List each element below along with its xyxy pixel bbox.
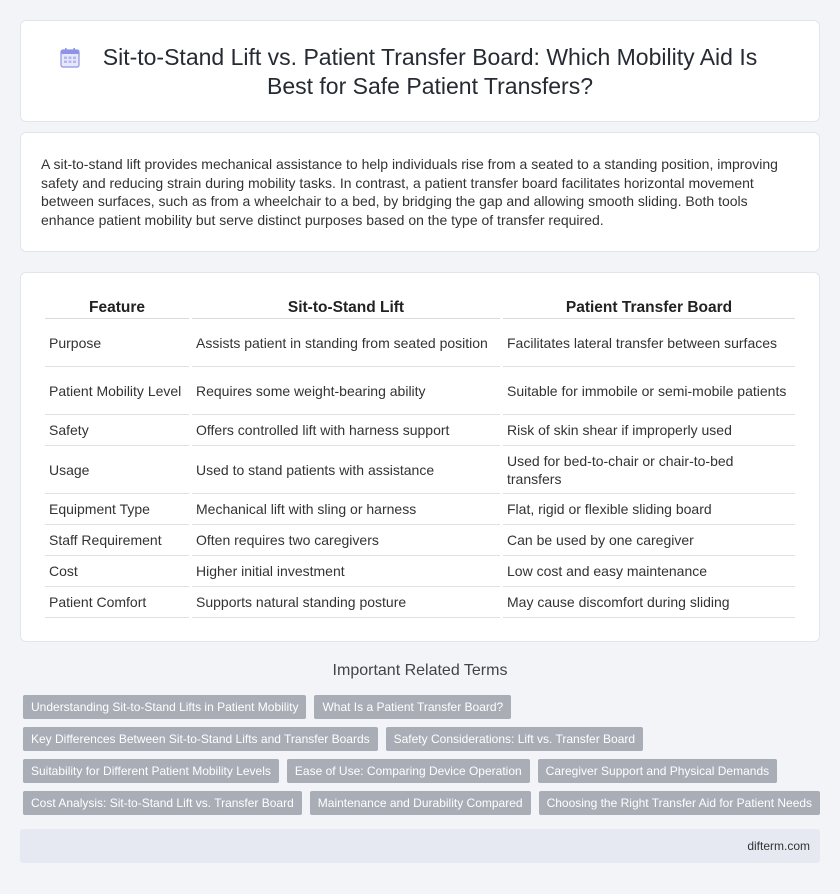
cell-board: Facilitates lateral transfer between surfaces [503, 319, 795, 367]
cell-board: Risk of skin shear if improperly used [503, 415, 795, 446]
header-transfer-board: Patient Transfer Board [503, 295, 795, 319]
table-row [45, 446, 795, 494]
cell-feature: Equipment Type [45, 494, 189, 525]
table-row [45, 415, 795, 446]
cell-board: Can be used by one caregiver [503, 525, 795, 556]
header-sit-to-stand: Sit-to-Stand Lift [192, 295, 500, 319]
related-term-tag[interactable]: Choosing the Right Transfer Aid for Patient Needs [539, 791, 820, 815]
cell-lift: Assists patient in standing from seated position [192, 319, 500, 367]
cell-board: Used for bed-to-chair or chair-to-bed transfers [503, 446, 795, 494]
related-term-tag[interactable]: Cost Analysis: Sit-to-Stand Lift vs. Transfer Board [23, 791, 302, 815]
cell-lift: Used to stand patients with assistance [192, 446, 500, 494]
table-row [45, 556, 795, 587]
cell-lift: Supports natural standing posture [192, 587, 500, 618]
table-row [45, 587, 795, 618]
cell-board: Suitable for immobile or semi-mobile patients [503, 367, 795, 415]
comparison-card [20, 272, 820, 642]
related-term-tag[interactable]: Suitability for Different Patient Mobility Levels [23, 759, 279, 783]
cell-board: Low cost and easy maintenance [503, 556, 795, 587]
cell-feature: Patient Comfort [45, 587, 189, 618]
comparison-table [42, 295, 798, 618]
cell-lift: Mechanical lift with sling or harness [192, 494, 500, 525]
related-term-tag[interactable]: Ease of Use: Comparing Device Operation [287, 759, 530, 783]
cell-feature: Safety [45, 415, 189, 446]
cell-feature: Usage [45, 446, 189, 494]
footer [20, 829, 820, 863]
related-terms-heading: Important Related Terms [332, 662, 508, 679]
related-terms-list [23, 695, 823, 823]
page-title: Sit-to-Stand Lift vs. Patient Transfer Board: Which Mobility Aid Is Best for Safe Patient Transfers? [102, 44, 758, 99]
intro-text: A sit-to-stand lift provides mechanical assistance to help individuals rise from a seated to a standing position, improving safety and reducing strain during mobility tasks. In contrast, a patient transfer board facilitates horizontal movement between surfaces, such as from a wheelchair to a bed, by bridging the gap and allowing smooth sliding. Both tools enhance patient mobility but serve distinct purposes based on the type of transfer required. [41, 156, 778, 228]
table-header-row [45, 295, 795, 319]
related-term-tag[interactable]: Caregiver Support and Physical Demands [538, 759, 777, 783]
cell-feature: Staff Requirement [45, 525, 189, 556]
related-term-tag[interactable]: What Is a Patient Transfer Board? [314, 695, 511, 719]
cell-board: May cause discomfort during sliding [503, 587, 795, 618]
related-term-tag[interactable]: Understanding Sit-to-Stand Lifts in Patient Mobility [23, 695, 306, 719]
title-card [20, 20, 820, 122]
table-row [45, 367, 795, 415]
cell-feature: Patient Mobility Level [45, 367, 189, 415]
table-row [45, 525, 795, 556]
cell-board: Flat, rigid or flexible sliding board [503, 494, 795, 525]
table-row [45, 319, 795, 367]
cell-lift: Higher initial investment [192, 556, 500, 587]
site-name[interactable]: difterm.com [747, 839, 810, 853]
cell-lift: Requires some weight-bearing ability [192, 367, 500, 415]
related-term-tag[interactable]: Maintenance and Durability Compared [310, 791, 531, 815]
table-row [45, 494, 795, 525]
header-feature: Feature [45, 295, 189, 319]
related-term-tag[interactable]: Safety Considerations: Lift vs. Transfer Board [386, 727, 643, 751]
cell-feature: Purpose [45, 319, 189, 367]
cell-lift: Often requires two caregivers [192, 525, 500, 556]
cell-feature: Cost [45, 556, 189, 587]
related-term-tag[interactable]: Key Differences Between Sit-to-Stand Lifts and Transfer Boards [23, 727, 378, 751]
intro-card [20, 132, 820, 252]
cell-lift: Offers controlled lift with harness support [192, 415, 500, 446]
